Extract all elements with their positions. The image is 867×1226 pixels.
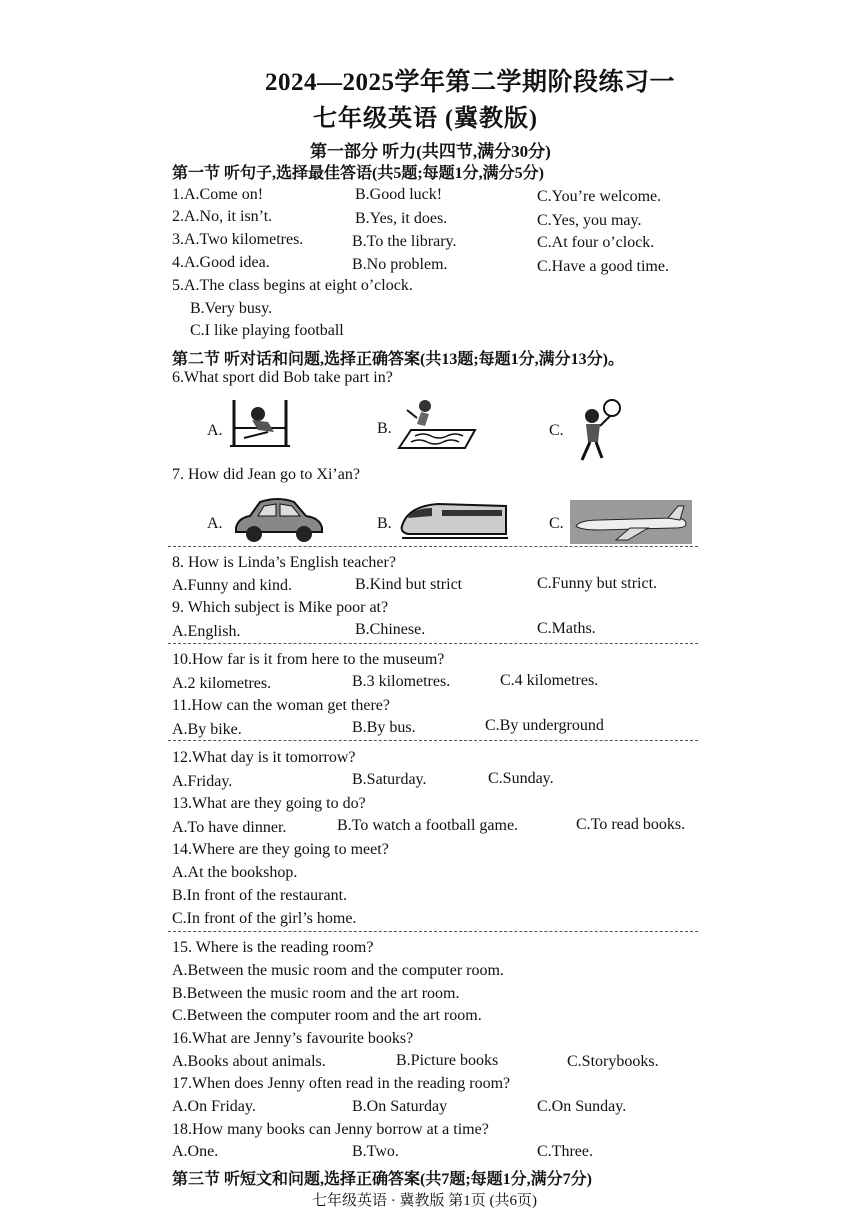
q11-option-b: B.By bus. <box>352 719 416 736</box>
swimming-icon <box>395 396 479 452</box>
q1-option-b: B.Good luck! <box>355 186 443 203</box>
q13-option-a: A.To have dinner. <box>172 819 287 836</box>
q2-option-b: B.Yes, it does. <box>355 210 448 227</box>
q16-option-c: C.Storybooks. <box>567 1053 659 1070</box>
q8-option-b: B.Kind but strict <box>355 576 463 593</box>
q4-option-b: B.No problem. <box>352 256 448 273</box>
q6-label-a: A. <box>207 422 223 439</box>
q7-question: 7. How did Jean go to Xi’an? <box>172 466 360 483</box>
q6-question: 6.What sport did Bob take part in? <box>172 369 393 386</box>
q11-question: 11.How can the woman get there? <box>172 697 390 714</box>
q5-option-b: B.Very busy. <box>190 300 273 317</box>
q8-option-a: A.Funny and kind. <box>172 577 292 594</box>
q17-option-a: A.On Friday. <box>172 1098 256 1115</box>
q9-option-a: A.English. <box>172 623 241 640</box>
q9-question: 9. Which subject is Mike poor at? <box>172 599 389 616</box>
q11-option-c: C.By underground <box>485 717 604 734</box>
q18-option-c: C.Three. <box>537 1143 593 1160</box>
q7-label-c: C. <box>549 515 564 532</box>
q17-option-c: C.On Sunday. <box>537 1098 627 1115</box>
q16-option-b: B.Picture books <box>396 1052 499 1069</box>
q6-label-b: B. <box>377 420 392 437</box>
q8-question: 8. How is Linda’s English teacher? <box>172 554 396 571</box>
q15-question: 15. Where is the reading room? <box>172 939 374 956</box>
q5-option-c: C.I like playing football <box>190 322 344 339</box>
q3-option-a: 3.A.Two kilometres. <box>172 231 304 248</box>
divider <box>168 643 698 644</box>
q13-option-c: C.To read books. <box>576 816 686 833</box>
q2-option-a: 2.A.No, it isn’t. <box>172 208 273 225</box>
page-title: 2024—2025学年第二学期阶段练习一 <box>265 69 676 96</box>
q13-option-b: B.To watch a football game. <box>337 817 519 834</box>
q18-question: 18.How many books can Jenny borrow at a time? <box>172 1121 489 1138</box>
q17-question: 17.When does Jenny often read in the reading room? <box>172 1075 511 1092</box>
q11-option-a: A.By bike. <box>172 721 242 738</box>
q10-question: 10.How far is it from here to the museum? <box>172 651 445 668</box>
q14-question: 14.Where are they going to meet? <box>172 841 389 858</box>
section2-heading: 第二节 听对话和问题,选择正确答案(共13题;每题1分,满分13分)。 <box>172 351 624 368</box>
q14-option-c: C.In front of the girl’s home. <box>172 910 357 927</box>
high-jump-icon <box>228 398 292 448</box>
section3-heading: 第三节 听短文和问题,选择正确答案(共7题;每题1分,满分7分) <box>172 1171 592 1188</box>
train-icon <box>398 496 510 542</box>
q12-option-b: B.Saturday. <box>352 771 427 788</box>
q3-option-c: C.At four o’clock. <box>537 234 655 251</box>
q4-option-c: C.Have a good time. <box>537 258 669 275</box>
q1-option-c: C.You’re welcome. <box>537 188 662 205</box>
divider <box>168 546 698 547</box>
q7-label-a: A. <box>207 515 223 532</box>
q12-option-a: A.Friday. <box>172 773 233 790</box>
q15-option-a: A.Between the music room and the computer room. <box>172 962 504 979</box>
q1-option-a: 1.A.Come on! <box>172 186 264 203</box>
q18-option-b: B.Two. <box>352 1143 399 1160</box>
q5-option-a: 5.A.The class begins at eight o’clock. <box>172 277 413 294</box>
q14-option-a: A.At the bookshop. <box>172 864 298 881</box>
part1-heading: 第一部分 听力(共四节,满分30分) <box>310 142 551 161</box>
page-subtitle: 七年级英语 (冀教版) <box>313 106 538 132</box>
q17-option-b: B.On Saturday <box>352 1098 448 1115</box>
football-icon <box>572 398 626 464</box>
q10-option-c: C.4 kilometres. <box>500 672 599 689</box>
q15-option-c: C.Between the computer room and the art room. <box>172 1007 482 1024</box>
q16-option-a: A.Books about animals. <box>172 1053 326 1070</box>
page-footer: 七年级英语 · 冀教版 第1页 (共6页) <box>312 1193 537 1209</box>
q10-option-b: B.3 kilometres. <box>352 673 451 690</box>
divider <box>168 931 698 932</box>
q9-option-b: B.Chinese. <box>355 621 426 638</box>
q2-option-c: C.Yes, you may. <box>537 212 642 229</box>
q10-option-a: A.2 kilometres. <box>172 675 272 692</box>
plane-icon <box>570 500 692 544</box>
q7-label-b: B. <box>377 515 392 532</box>
section1-heading: 第一节 听句子,选择最佳答语(共5题;每题1分,满分5分) <box>172 165 544 182</box>
q12-question: 12.What day is it tomorrow? <box>172 749 356 766</box>
q4-option-a: 4.A.Good idea. <box>172 254 270 271</box>
divider <box>168 740 698 741</box>
q16-question: 16.What are Jenny’s favourite books? <box>172 1030 414 1047</box>
q18-option-a: A.One. <box>172 1143 219 1160</box>
q9-option-c: C.Maths. <box>537 620 596 637</box>
q6-label-c: C. <box>549 422 564 439</box>
q12-option-c: C.Sunday. <box>488 770 554 787</box>
q3-option-b: B.To the library. <box>352 233 457 250</box>
car-icon <box>230 494 326 544</box>
q14-option-b: B.In front of the restaurant. <box>172 887 348 904</box>
q8-option-c: C.Funny but strict. <box>537 575 658 592</box>
q15-option-b: B.Between the music room and the art room. <box>172 985 460 1002</box>
q13-question: 13.What are they going to do? <box>172 795 366 812</box>
